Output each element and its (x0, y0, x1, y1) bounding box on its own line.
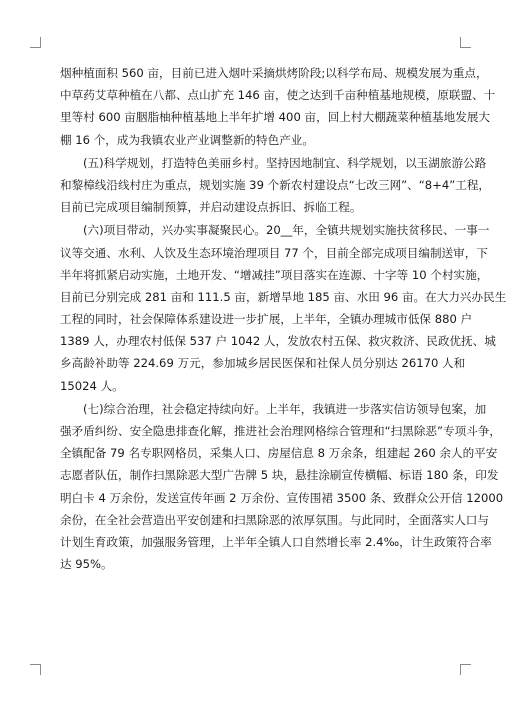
text-line: 志愿者队伍，制作扫黑除恶大型广告牌 5 块，悬挂涂刷宣传横幅、标语 180 条，印发 (60, 468, 499, 483)
text-line: 15024 人。 (60, 378, 124, 393)
text-line: (六)项目带动，兴办实事凝聚民心。20__年，全镇共规划实施扶贫移民、一事一 (83, 223, 490, 238)
text-line: 和黎樟线沿线村庄为重点，规划实施 39 个新农村建设点“七改三网”、“8+4”工程， (60, 177, 491, 192)
paragraph-projects (60, 219, 506, 397)
paragraph-agriculture (60, 62, 496, 151)
text-line: 达 95%。 (60, 557, 113, 572)
text-line: 目前已完成项目编制预算，并启动建设点拆旧、拆临工程。 (60, 200, 362, 215)
text-line: (五)科学规划，打造特色美丽乡村。坚持因地制宜、科学规划，以玉湖旅游公路 (83, 155, 487, 170)
crop-mark-top-left (30, 37, 41, 48)
text-line: 工程的同时，社会保障体系建设进一步扩展，上半年，全镇办理城市低保 880 户 (60, 312, 473, 327)
crop-mark-bottom-right (460, 664, 471, 675)
text-line: 明白卡 4 万余份，发送宣传年画 2 万余份、宣传围裙 3500 条、致群众公开信 12000 (60, 490, 504, 505)
text-line: (七)综合治理，社会稳定持续向好。上半年，我镇进一步落实信访领导包案，加 (83, 401, 487, 416)
text-line: 乡高龄补助等 224.69 万元，参加城乡居民医保和社保人员分别达 26170 人和 (60, 356, 466, 371)
text-line: 烟种植面积 560 亩，目前已进入烟叶采摘烘烤阶段;以科学布局、规模发展为重点， (60, 66, 488, 80)
text-line: 棚 16 个，成为我镇农业产业调整新的特色产业。 (60, 132, 314, 147)
text-line: 里等村 600 亩胭脂柚种植基地上半年扩增 400 亩，回上村大棚蔬菜种植基地发展大 (60, 110, 491, 125)
text-line: 议等交通、水利、人饮及生态环境治理项目 77 个，目前全部完成项目编制送审，下 (60, 245, 488, 260)
text-line: 余份，在全社会营造出平安创建和扫黑除恶的浓厚氛围。与此同时，全面落实人口与 (60, 512, 489, 527)
text-line: 1389 人，办理农村低保 537 户 1042 人，发放农村五保、救灾救济、民政优抚、城 (60, 334, 496, 349)
text-line: 强矛盾纠纷、安全隐患排查化解，推进社会治理网格综合管理和“扫黑除恶”专项斗争， (60, 424, 501, 438)
text-line: 全镇配备 79 名专职网格员，采集人口、房屋信息 8 万余条，组建起 260 余人的平安 (60, 446, 498, 461)
crop-mark-top-right (460, 37, 471, 48)
paragraph-governance (60, 398, 504, 576)
text-line: 计划生育政策，加强服务管理，上半年全镇人口自然增长率 2.4‰，计生政策符合率 (60, 534, 492, 549)
text-line: 目前已分别完成 281 亩和 111.5 亩，新增旱地 185 亩、水田 96 亩。在大力兴办民生 (60, 289, 506, 304)
paragraph-rural-planning (60, 152, 491, 219)
text-line: 半年将抓紧启动实施，土地开发、“增减挂”项目落实在连源、十字等 10 个村实施， (60, 267, 489, 282)
document-body (60, 62, 506, 576)
crop-mark-bottom-left (30, 664, 41, 675)
text-line: 中草药艾草种植在八都、点山扩充 146 亩，使之达到千亩种植基地规模，原联盟、十 (60, 88, 496, 103)
